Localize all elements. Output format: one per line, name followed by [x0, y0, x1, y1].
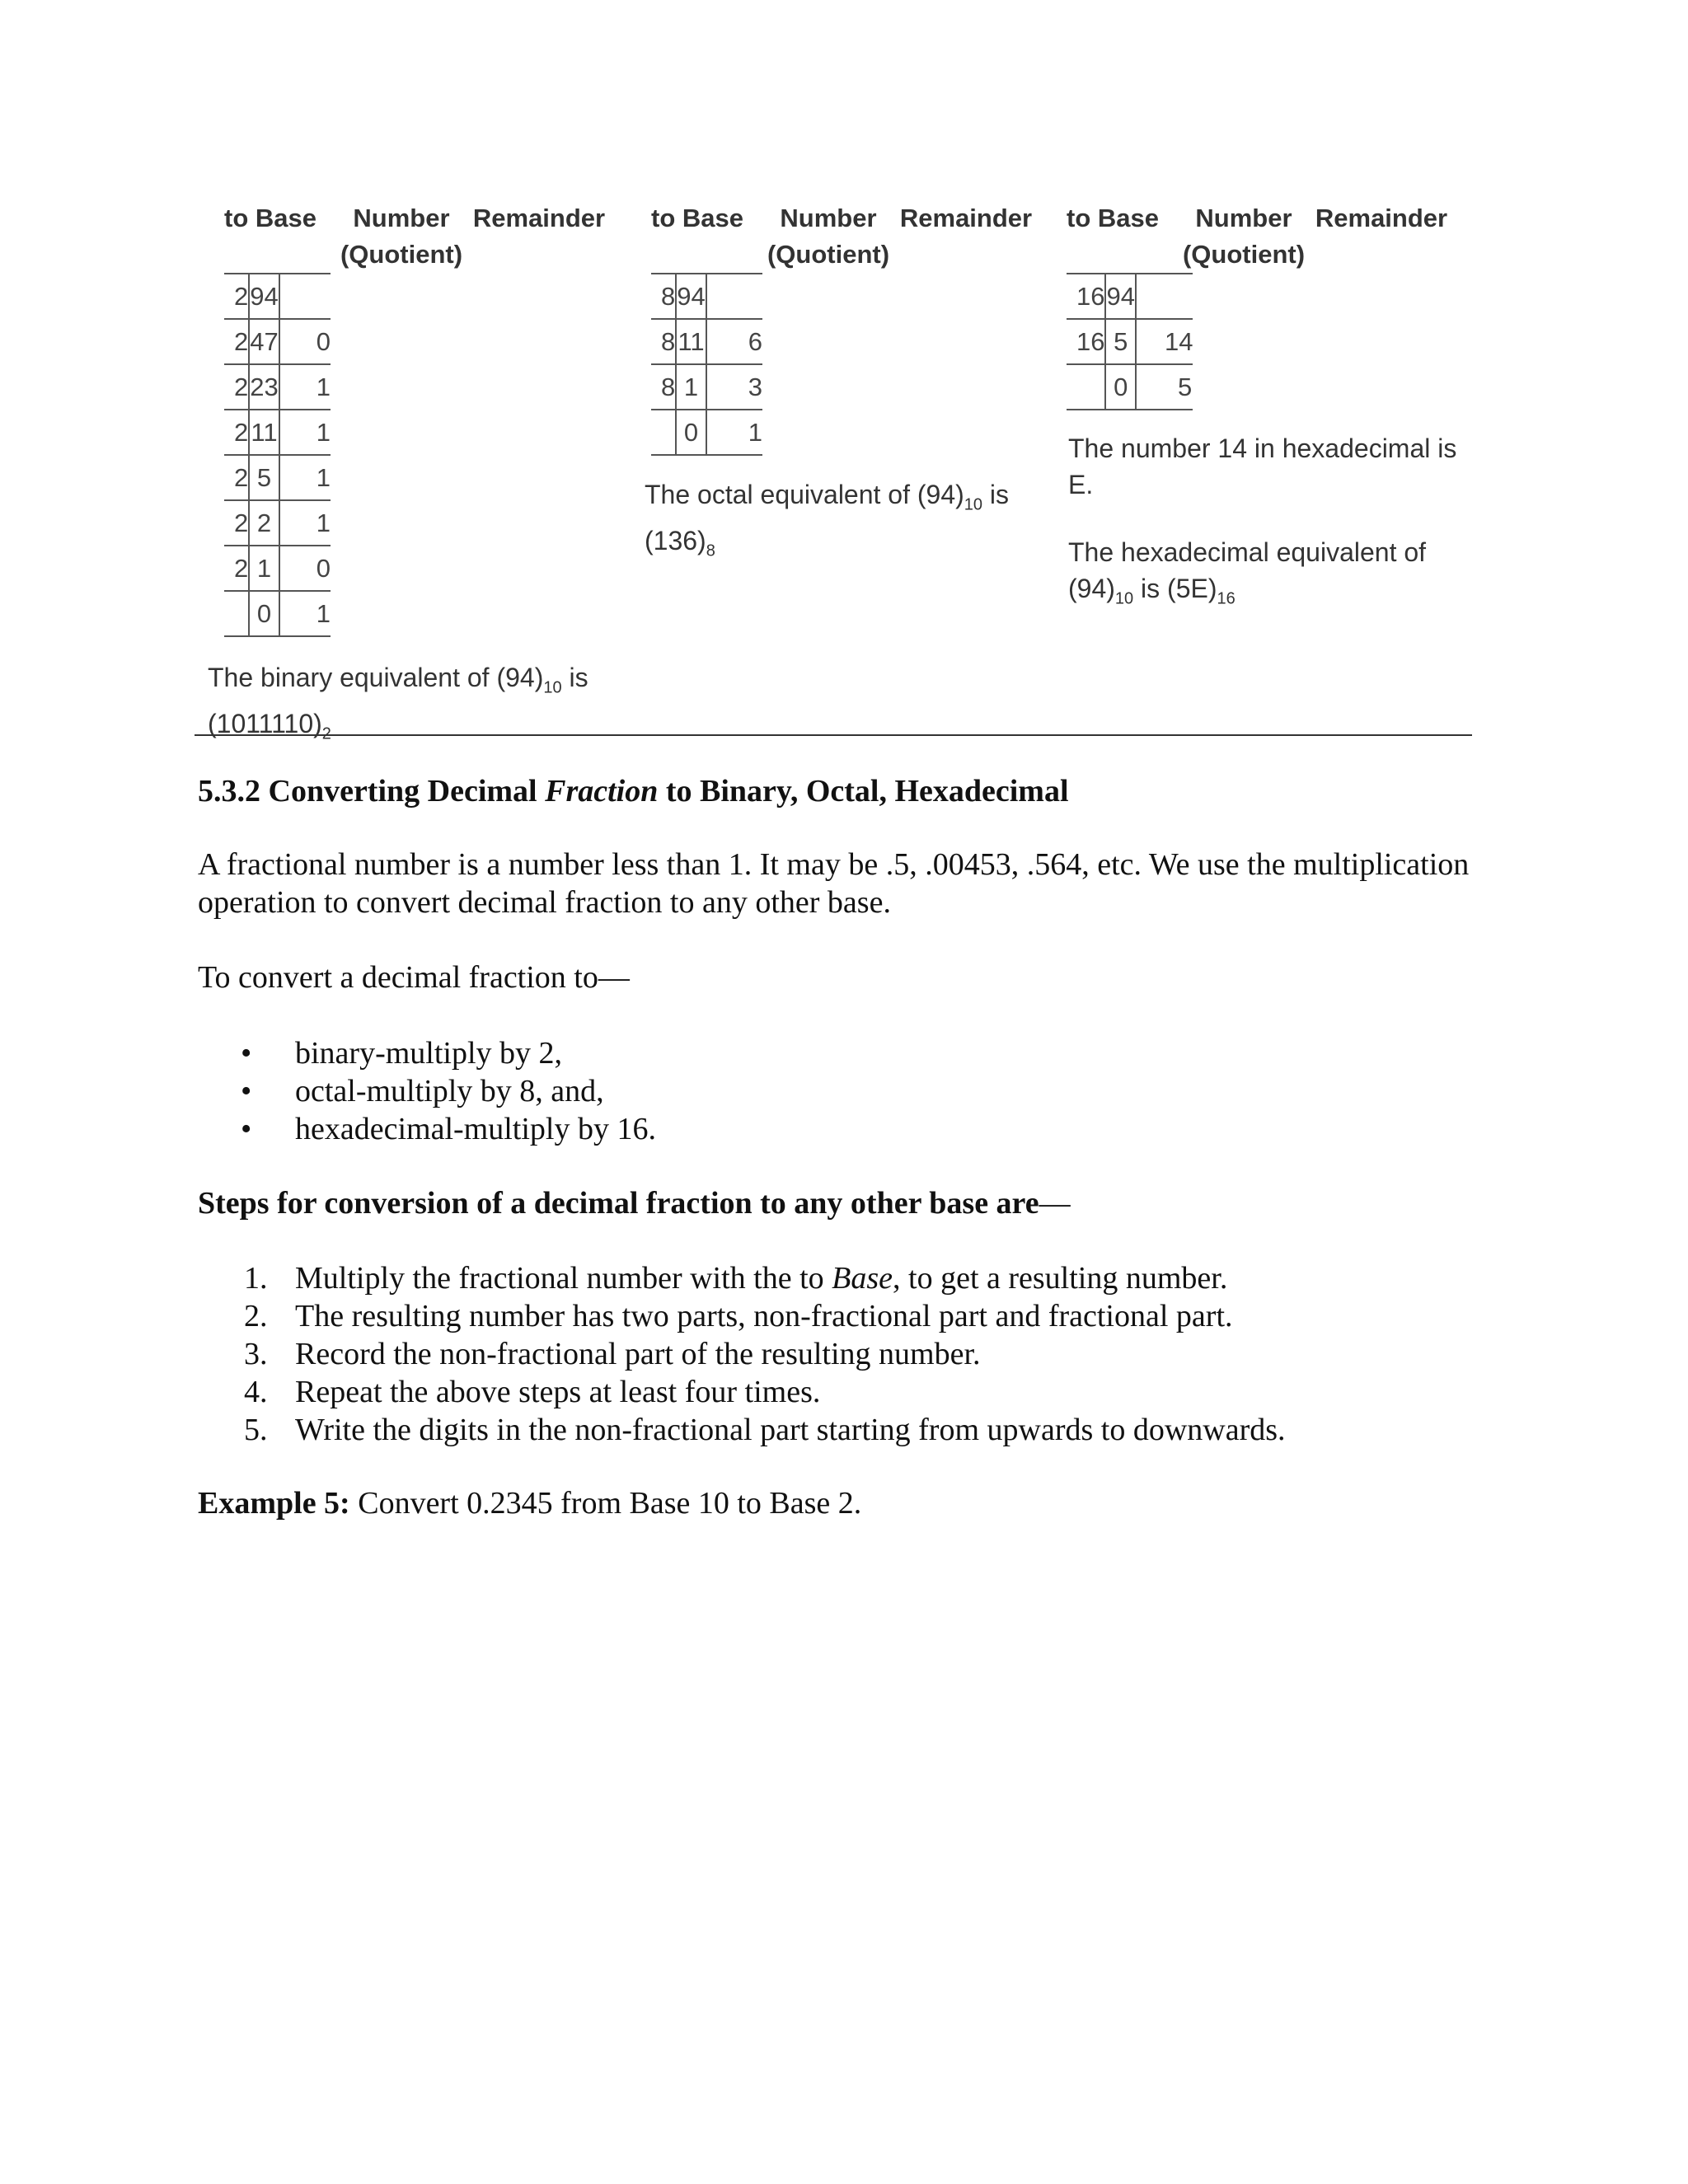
list-item: 5. Write the digits in the non-fractional part starting from upwards to downwards.: [244, 1413, 1286, 1447]
example-5: Example 5: Convert 0.2345 from Base 10 to Base 2.: [198, 1486, 862, 1521]
list-item: 3. Record the non-fractional part of the resulting number.: [244, 1337, 981, 1371]
table-row: 16 5 14: [1067, 319, 1193, 364]
header-to-base: to Base: [651, 204, 743, 232]
header-remainder: Remainder: [899, 204, 1033, 232]
hexadecimal-note: The number 14 in hexadecimal is E.: [1068, 434, 1457, 499]
table-row: 0 5: [1067, 364, 1193, 410]
table-body: [1067, 273, 1193, 410]
intro-paragraph: A fractional number is a number less than 1. It may be .5, .00453, .564, etc. We use the multiplication operation to convert decimal fraction to any other base.: [198, 847, 1470, 920]
table-row: 2 1 0: [224, 546, 331, 591]
octal-equivalent-caption: The octal equivalent of $(94)_{10}$ is $(136)_8$: [645, 480, 1010, 560]
multiply-bullet-list: [198, 1034, 656, 1148]
table-row: 2 11 1: [224, 410, 331, 455]
list-item: 4. Repeat the above steps at least four times.: [244, 1375, 821, 1409]
table-row: 0 1: [651, 410, 762, 455]
table-row: 8 94: [651, 274, 762, 319]
header-to-base: to Base: [1067, 204, 1159, 232]
table-row: 2 94: [224, 274, 331, 319]
hexadecimal-equivalent-caption: The hexadecimal equivalent of $(94)_{10}$ is $(5E)_{16}$: [1068, 537, 1427, 608]
section-heading: 5.3.2 Converting Decimal Fraction to Binary, Octal, Hexadecimal: [198, 774, 1069, 808]
convert-intro-text: To convert a decimal fraction to—: [198, 960, 630, 995]
header-number-quotient: Number (Quotient): [340, 204, 463, 269]
section-divider: [195, 734, 1472, 736]
list-item: • binary-multiply by 2,: [198, 1034, 656, 1072]
header-remainder: Remainder: [472, 204, 606, 232]
list-item: 1. Multiply the fractional number with the to Base, to get a resulting number.: [244, 1261, 1228, 1296]
conversion-steps-list: [198, 1259, 1286, 1449]
table-row: 2 5 1: [224, 455, 331, 500]
steps-heading: Steps for conversion of a decimal fraction to any other base are—: [198, 1186, 1071, 1221]
list-item: • octal-multiply by 8, and,: [198, 1072, 656, 1110]
header-to-base: to Base: [224, 204, 316, 232]
list-item: • hexadecimal-multiply by 16.: [198, 1110, 656, 1148]
table-row: 2 23 1: [224, 364, 331, 410]
table-row: 2 2 1: [224, 500, 331, 546]
binary-equivalent-caption: The binary equivalent of $(94)_{10}$ is $(1011110)_2$: [208, 663, 588, 743]
table-row: 2 47 0: [224, 319, 331, 364]
table-row: 0 1: [224, 591, 331, 636]
table-row: 8 1 3: [651, 364, 762, 410]
list-item: 2. The resulting number has two parts, non-fractional part and fractional part.: [244, 1299, 1233, 1333]
table-body: [224, 273, 331, 637]
header-remainder: Remainder: [1315, 204, 1448, 232]
header-number-quotient: Number (Quotient): [1182, 204, 1306, 269]
table-body: [651, 273, 762, 456]
table-row: 8 11 6: [651, 319, 762, 364]
header-number-quotient: Number (Quotient): [767, 204, 890, 269]
table-row: 16 94: [1067, 274, 1193, 319]
